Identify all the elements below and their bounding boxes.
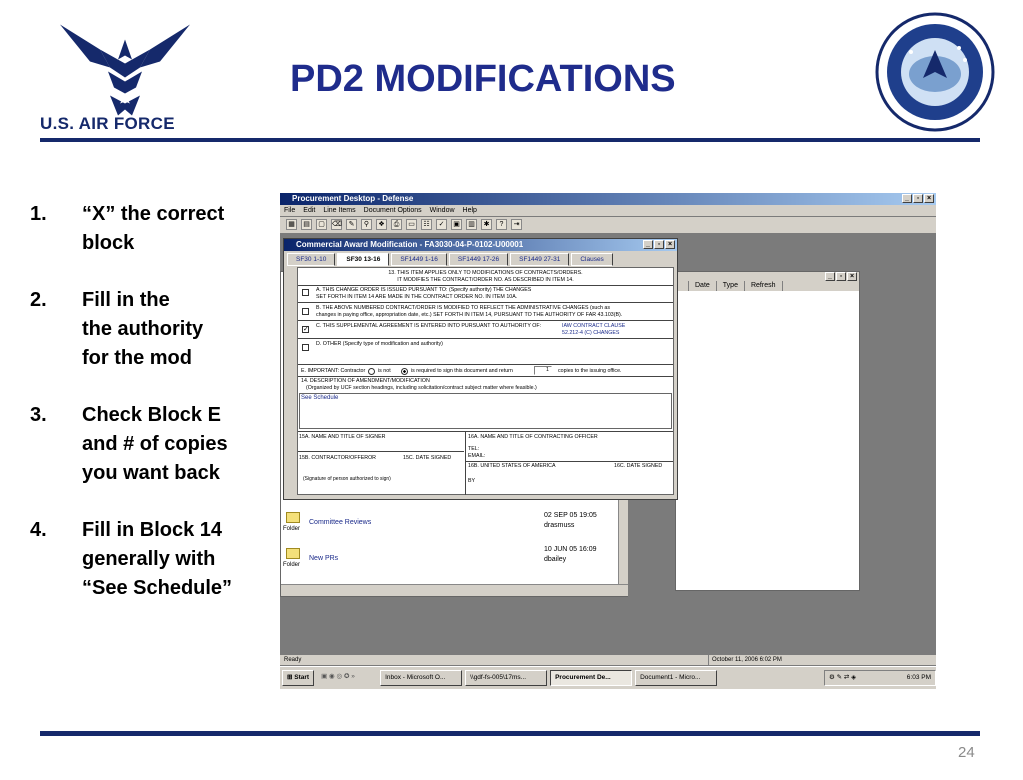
task-inbox[interactable]: Inbox - Microsoft O...: [380, 670, 462, 686]
block14-description-input[interactable]: See Schedule: [299, 393, 672, 429]
block-e-is: is required to sign this document and return: [411, 368, 513, 374]
step-number: 2.: [30, 289, 47, 311]
column-date[interactable]: Date: [689, 281, 717, 291]
toolbar-icon[interactable]: ▢: [316, 219, 327, 230]
folder-open-icon[interactable]: ▭: [406, 219, 417, 230]
tab-clauses[interactable]: Clauses: [571, 253, 612, 266]
step-number: 3.: [30, 404, 47, 426]
checkbox-option-b[interactable]: [302, 308, 309, 315]
form-title-bar: [284, 239, 677, 251]
slide-title: PD2 MODIFICATIONS: [290, 58, 676, 100]
minimize-icon[interactable]: _: [825, 272, 835, 281]
option-a-line1: A. THIS CHANGE ORDER IS ISSUED PURSUANT TO: (Specify authority) THE CHANGES: [316, 287, 532, 293]
step-item: [30, 401, 280, 488]
column-type[interactable]: Type: [717, 281, 745, 291]
page-number: 24: [958, 744, 975, 761]
details-window: [675, 271, 860, 591]
step-text: Fill in Block 14 generally with “See Schedule”: [82, 519, 233, 599]
app-screenshot: [280, 193, 936, 689]
option-d-label: D. OTHER (Specify type of modification and authority): [316, 341, 443, 347]
toolbar-icon[interactable]: ▦: [286, 219, 297, 230]
clock: 6:03 PM: [906, 674, 931, 681]
block16a-label: 16A. NAME AND TITLE OF CONTRACTING OFFICER: [468, 434, 598, 440]
signature-hint: (Signature of person authorized to sign): [303, 476, 391, 482]
block-e-is-not: is not: [378, 368, 391, 374]
menu-bar: [280, 205, 936, 216]
start-button[interactable]: [282, 670, 314, 686]
status-datetime: October 11, 2006 6:02 PM: [708, 655, 782, 665]
block15b-label: 15B. CONTRACTOR/OFFEROR: [299, 455, 377, 461]
step-number: 4.: [30, 519, 47, 541]
step-text: Fill in the the authority for the mod: [82, 289, 204, 369]
folder-date: 10 JUN 05 16:09: [544, 546, 597, 553]
folder-icon[interactable]: [286, 548, 300, 559]
step-text: “X” the correct block: [82, 203, 225, 254]
block14-subtitle: (Organized by UCF section headings, including solicitation/contract subject matter where feasible.): [306, 385, 537, 391]
close-icon[interactable]: ×: [665, 240, 675, 249]
tel-label: TEL:: [468, 446, 480, 452]
block16b-label: 16B. UNITED STATES OF AMERICA: [468, 463, 556, 469]
air-force-contracting-seal: [875, 12, 995, 132]
toolbar-icon[interactable]: ▣: [451, 219, 462, 230]
app-title-bar: [280, 193, 936, 205]
folder-type-label: Folder: [283, 562, 301, 568]
taskbar: [280, 666, 936, 689]
step-item: [30, 286, 280, 373]
step-item: [30, 516, 280, 603]
book-icon[interactable]: ▥: [466, 219, 477, 230]
by-label: BY: [468, 478, 476, 484]
folder-icon[interactable]: [286, 512, 300, 523]
trash-icon[interactable]: ⌫: [332, 221, 342, 228]
help-icon[interactable]: ?: [496, 219, 507, 230]
option-b-line2: changes in paying office, appropriation date, etc.) SET FORTH IN ITEM 14, PURSUANT TO THE AUTHORITY OF FAR 43.103(B).: [316, 312, 623, 318]
app-title: Procurement Desktop - Defense: [292, 194, 414, 203]
step-text: Check Block E and # of copies you want back: [82, 404, 228, 484]
system-tray: [824, 670, 936, 686]
form-title: Commercial Award Modification - FA3030-04-P-0102-U00001: [296, 240, 524, 249]
folder-user: drasmuss: [544, 522, 575, 529]
block13-subtitle: IT MODIFIES THE CONTRACT/ORDER NO. AS DESCRIBED IN ITEM 14.: [397, 277, 574, 283]
block14-title: 14. DESCRIPTION OF AMENDMENT/MODIFICATION: [301, 378, 430, 384]
toolbar-icon[interactable]: ⇥: [511, 219, 522, 230]
option-c-authority-line2[interactable]: 52.212-4 (C) CHANGES: [562, 330, 620, 336]
menu-document-options[interactable]: Document Options: [363, 207, 422, 214]
header-rule: [40, 138, 980, 142]
details-column-header: [676, 281, 859, 291]
toolbar-icon[interactable]: ✎: [346, 219, 357, 230]
folder-type-label: Folder: [283, 526, 301, 532]
folder-date: 02 SEP 05 19:05: [544, 512, 597, 519]
checkbox-option-a[interactable]: [302, 289, 309, 296]
folder-user: dbailey: [544, 556, 567, 563]
block16c-label: 16C. DATE SIGNED: [614, 463, 663, 469]
toolbar: [280, 217, 936, 233]
menu-help[interactable]: Help: [462, 207, 477, 214]
block-e-tail: copies to the issuing office.: [558, 368, 622, 374]
option-c-authority-line1[interactable]: IAW CONTRACT CLAUSE: [562, 323, 626, 329]
tab-sf1449-1-16[interactable]: SF1449 1-16: [391, 253, 447, 266]
close-icon[interactable]: ×: [847, 272, 857, 281]
block15a-label: 15A. NAME AND TITLE OF SIGNER: [299, 434, 386, 440]
start-label: Start: [294, 674, 310, 681]
checkbox-option-c[interactable]: ✓: [303, 326, 309, 333]
radio-is[interactable]: [401, 368, 408, 375]
form-window: [283, 238, 678, 500]
menu-file[interactable]: File: [284, 207, 296, 214]
status-text: Ready: [284, 657, 302, 663]
tray-icons[interactable]: ⚙ ✎ ⇄ ◈: [829, 674, 857, 681]
task-procurement-desktop[interactable]: Procurement De...: [550, 670, 632, 686]
print-icon[interactable]: ⎙: [391, 219, 402, 230]
windows-icon: ⊞: [287, 674, 295, 681]
toolbar-icon[interactable]: ❖: [376, 219, 387, 230]
block15c-label: 15C. DATE SIGNED: [403, 455, 452, 461]
form-tabs: [287, 253, 613, 266]
check-icon[interactable]: ✓: [436, 219, 447, 230]
menu-window[interactable]: Window: [429, 207, 455, 214]
task-file-share[interactable]: \\gdf-fs-005\17ms...: [465, 670, 547, 686]
toolbar-icon[interactable]: ▤: [301, 219, 312, 230]
restore-icon[interactable]: ▫: [913, 194, 923, 203]
minimize-icon[interactable]: _: [902, 194, 912, 203]
horizontal-scrollbar[interactable]: [281, 584, 628, 596]
sf30-form: [297, 267, 674, 495]
footer-rule: [40, 731, 980, 736]
close-icon[interactable]: ×: [924, 194, 934, 203]
restore-icon[interactable]: ▫: [654, 240, 664, 249]
minimize-icon[interactable]: _: [643, 240, 653, 249]
step-number: 1.: [30, 203, 47, 225]
task-document1[interactable]: Document1 - Micro...: [635, 670, 717, 686]
steps-list: [30, 200, 280, 631]
air-force-wordmark: U.S. AIR FORCE: [40, 114, 175, 133]
block-e-label: E. IMPORTANT: Contractor: [301, 368, 366, 374]
option-c-label: C. THIS SUPPLEMENTAL AGREEMENT IS ENTERED INTO PURSUANT TO AUTHORITY OF:: [316, 323, 542, 329]
block13-title: 13. THIS ITEM APPLIES ONLY TO MODIFICATIONS OF CONTRACTS/ORDERS.: [388, 270, 583, 276]
search-icon[interactable]: ⚲: [361, 219, 372, 230]
step-item: [30, 200, 280, 258]
checkbox-option-d[interactable]: [302, 344, 309, 351]
tab-sf30-13-16[interactable]: SF30 13-16: [337, 253, 389, 266]
menu-edit[interactable]: Edit: [303, 207, 316, 214]
option-a-line2: SET FORTH IN ITEM 14 ARE MADE IN THE CONTRACT ORDER NO. IN ITEM 10A.: [316, 294, 518, 300]
tab-sf30-1-10[interactable]: SF30 1-10: [287, 253, 335, 266]
tab-sf1449-27-31[interactable]: SF1449 27-31: [510, 253, 569, 266]
menu-line-items[interactable]: Line Items: [323, 207, 356, 214]
toolbar-icon[interactable]: ☷: [421, 219, 432, 230]
toolbar-icon[interactable]: ✱: [481, 219, 492, 230]
quick-launch-icons[interactable]: ▣ ◉ ◎ ✪ »: [321, 673, 355, 680]
radio-is-not[interactable]: [368, 368, 375, 375]
option-b-line1: B. THE ABOVE NUMBERED CONTRACT/ORDER IS MODIFIED TO REFLECT THE ADMINISTRATIVE CHANGES (such as: [316, 305, 611, 311]
copies-input[interactable]: 1: [534, 366, 552, 375]
tab-sf1449-17-26[interactable]: SF1449 17-26: [449, 253, 508, 266]
status-bar: [280, 655, 936, 665]
folder-name[interactable]: Committee Reviews: [309, 519, 372, 526]
restore-icon[interactable]: ▫: [836, 272, 846, 281]
email-label: EMAIL:: [468, 453, 486, 459]
column-refresh[interactable]: Refresh: [745, 281, 783, 291]
folder-name[interactable]: New PRs: [309, 555, 339, 562]
